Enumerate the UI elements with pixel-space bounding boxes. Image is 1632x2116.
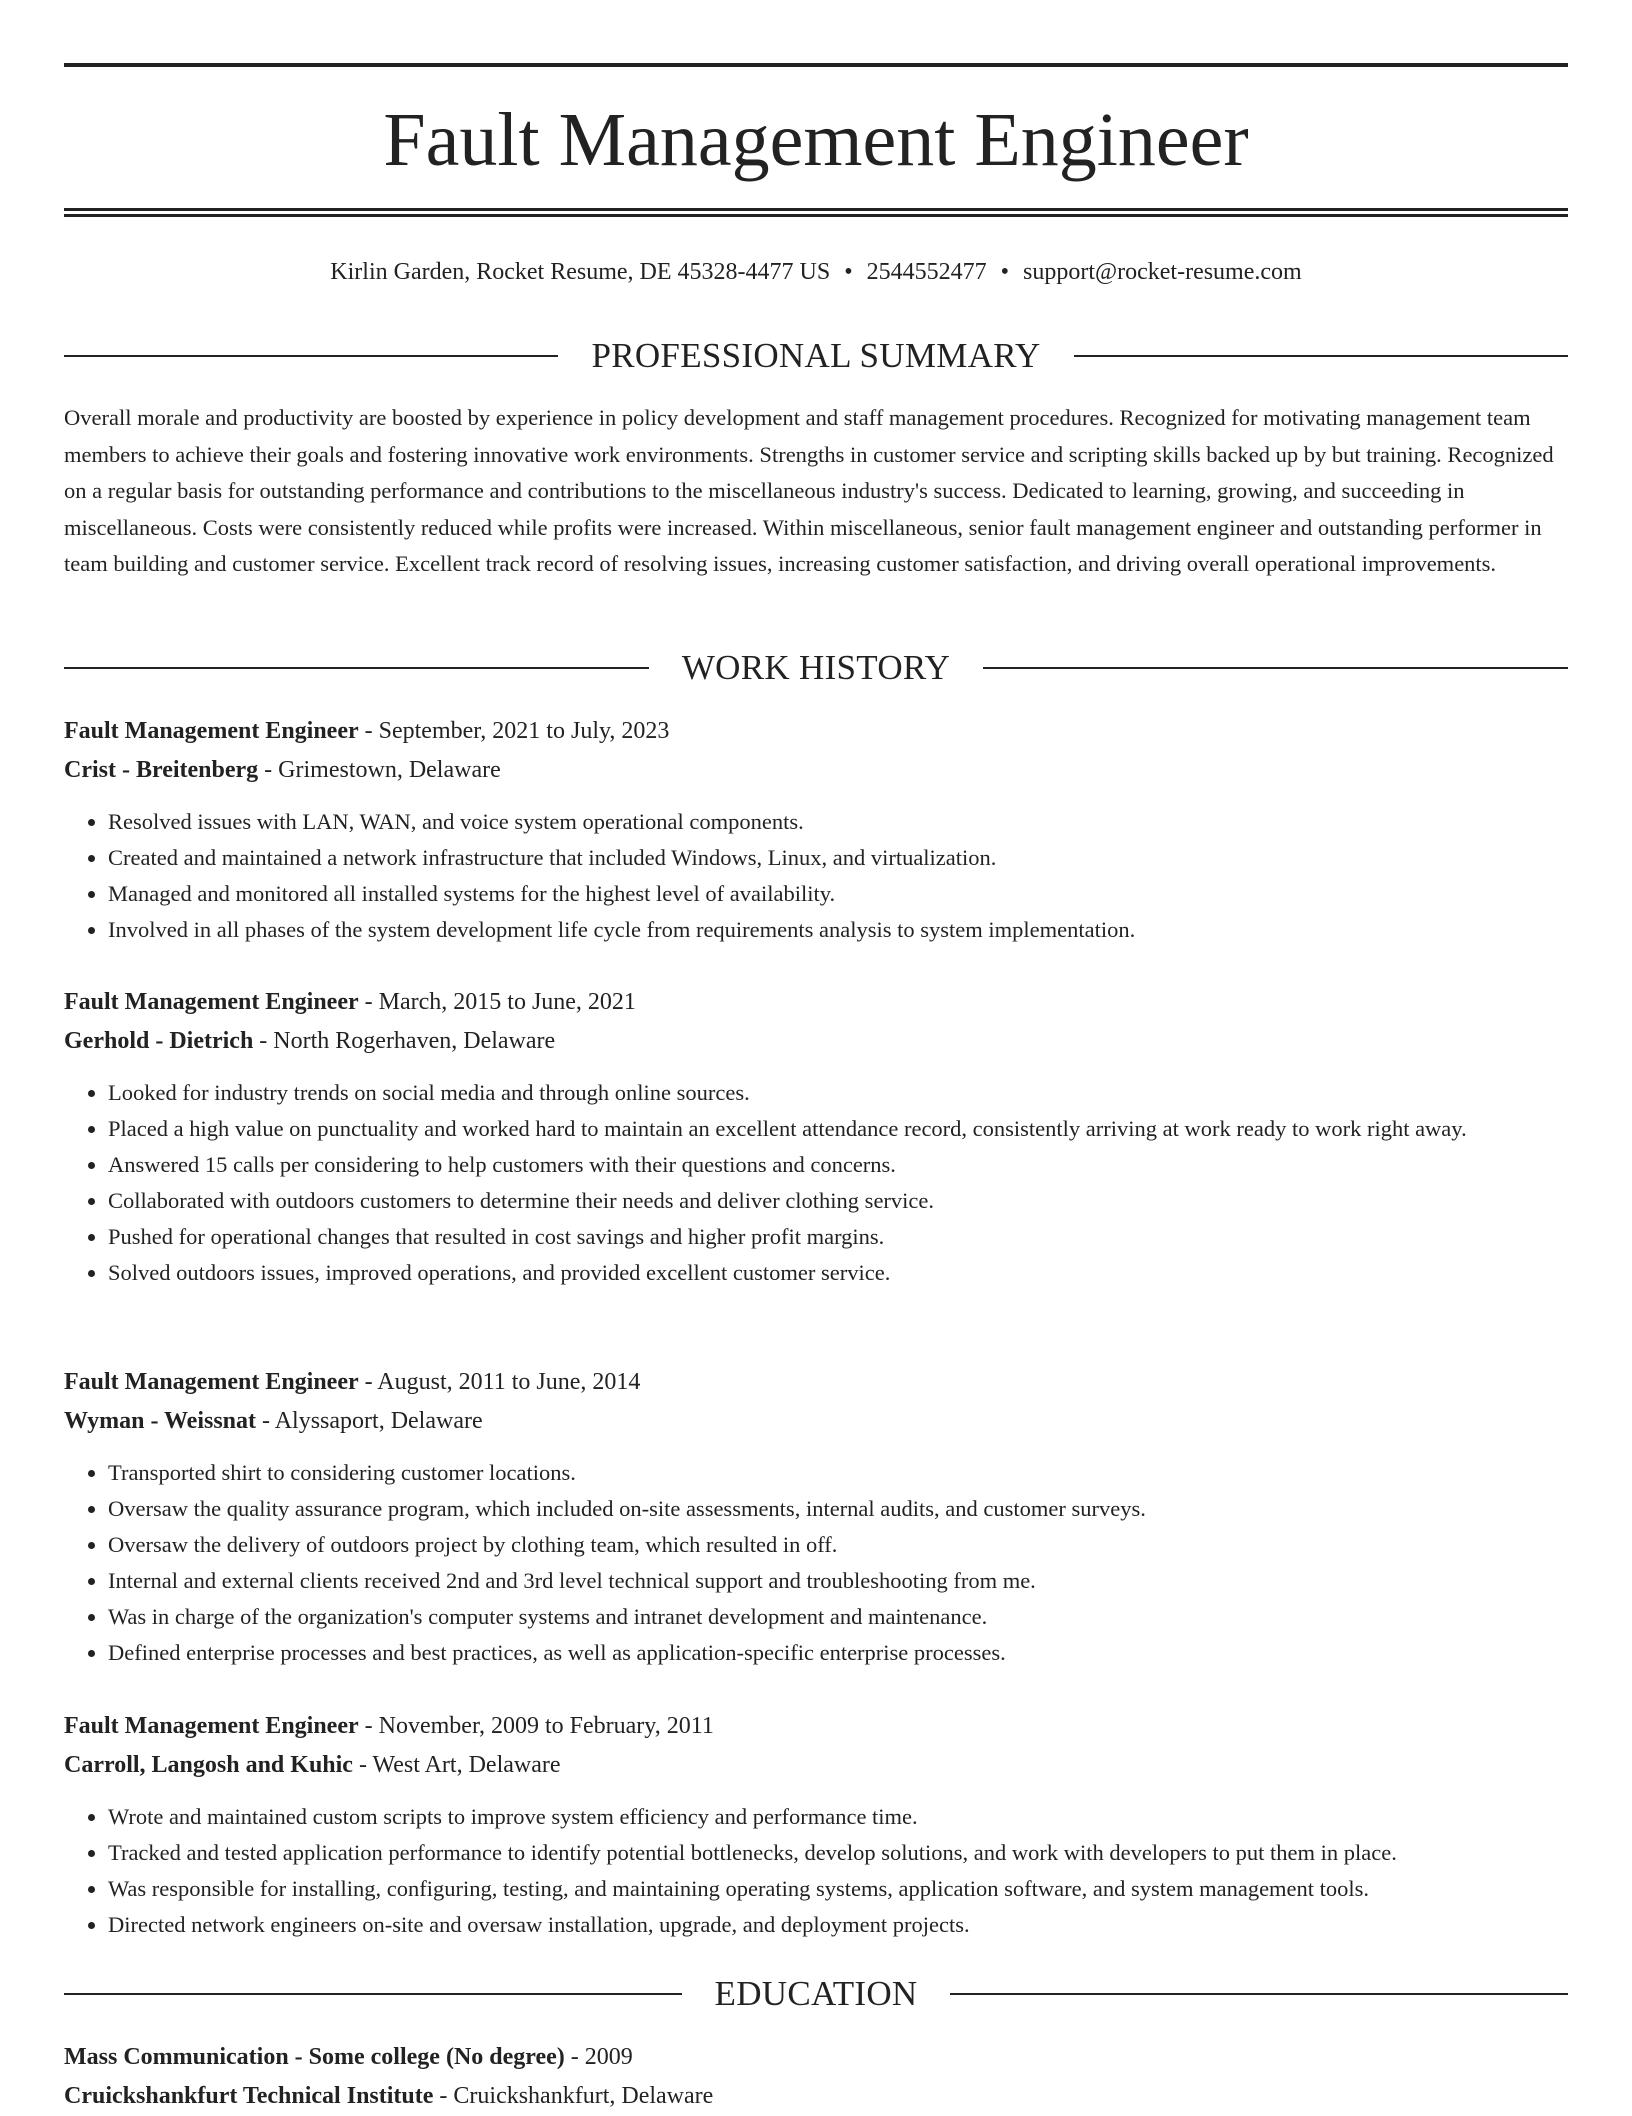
job-company: Wyman - Weissnat xyxy=(64,1407,257,1434)
professional-summary: Overall morale and productivity are boosted by experience in policy development and staff management procedures. Recognized for motivating management team members to achieve their goals and fostering innovative work environments. Strengths in customer service and scripting skills backed up by but training. Recognized on a regular basis for outstanding performance and contributions to the miscellaneous industry's success. Dedicated to learning, growing, and succeeding in miscellaneous. Costs were consistently reduced while profits were increased. Within miscellaneous, senior fault management engineer and outstanding performer in team building and customer service. Excellent track record of resolving issues, increasing customer satisfaction, and driving overall operational improvements. xyxy=(64,405,1554,576)
section-rule-right xyxy=(950,1993,1568,1995)
job-entry xyxy=(64,1363,1568,1671)
job-company-line xyxy=(64,751,1568,790)
list-item: • Collaborated with outdoors customers to determine their needs and deliver clothing service. xyxy=(108,1183,1568,1219)
job-dates: - August, 2011 to June, 2014 xyxy=(358,1369,641,1395)
job-title-line xyxy=(64,712,1568,751)
list-item: • Involved in all phases of the system development life cycle from requirements analysis to system implementation. xyxy=(108,912,1568,948)
list-item: • Tracked and tested application performance to identify potential bottlenecks, develop solutions, and work with developers to put them in place. xyxy=(108,1835,1568,1871)
job-entry xyxy=(64,712,1568,948)
job-bullets xyxy=(64,1075,1568,1291)
contact-separator: • xyxy=(844,259,853,285)
job-title: Fault Management Engineer xyxy=(64,718,359,744)
list-item: • Directed network engineers on-site and oversaw installation, upgrade, and deployment projects. xyxy=(108,1907,1568,1943)
education-degree: Mass Communication - Some college (No degree) xyxy=(64,2044,565,2070)
education-year: - 2009 xyxy=(564,2044,633,2070)
list-item: • Created and maintained a network infrastructure that included Windows, Linux, and virtualization. xyxy=(108,840,1568,876)
job-location: - North Rogerhaven, Delaware xyxy=(253,1027,556,1054)
contact-address: Kirlin Garden, Rocket Resume, DE 45328-4477 US xyxy=(330,259,831,285)
job-entry xyxy=(64,1707,1568,1943)
contact-separator: • xyxy=(1000,259,1010,285)
job-title: Fault Management Engineer xyxy=(64,989,359,1015)
list-item: • Internal and external clients received 2nd and 3rd level technical support and troubleshooting from me. xyxy=(108,1563,1568,1599)
list-item: • Solved outdoors issues, improved operations, and provided excellent customer service. xyxy=(108,1255,1568,1291)
job-title-line xyxy=(64,1707,1568,1746)
list-item: • Defined enterprise processes and best practices, as well as application-specific enterprise processes. xyxy=(108,1635,1568,1671)
education-degree-line xyxy=(64,2038,1568,2077)
section-title: EDUCATION xyxy=(714,1974,918,2013)
list-item: • Oversaw the quality assurance program, which included on-site assessments, internal audits, and customer surveys. xyxy=(108,1491,1568,1527)
job-title: Fault Management Engineer xyxy=(64,1713,359,1739)
list-item: • Oversaw the delivery of outdoors project by clothing team, which resulted in off. xyxy=(108,1527,1568,1563)
job-dates: - November, 2009 to February, 2011 xyxy=(358,1713,714,1739)
job-title: Fault Management Engineer xyxy=(64,1369,359,1395)
resume-name: Fault Management Engineer xyxy=(383,98,1249,182)
section-rule-right xyxy=(1074,355,1568,357)
education-entry xyxy=(64,2038,1568,2116)
job-company: Carroll, Langosh and Kuhic xyxy=(64,1751,353,1778)
job-company-line xyxy=(64,1022,1568,1061)
job-location: - Alyssaport, Delaware xyxy=(256,1407,483,1434)
section-title: WORK HISTORY xyxy=(681,648,951,687)
job-location: - West Art, Delaware xyxy=(352,1751,561,1778)
education-location: - Cruickshankfurt, Delaware xyxy=(433,2083,714,2109)
list-item: • Resolved issues with LAN, WAN, and voice system operational components. xyxy=(108,804,1568,840)
contact-phone: 2544552477 xyxy=(866,259,987,285)
education-school-line xyxy=(64,2077,1568,2116)
section-rule-left xyxy=(64,355,558,357)
job-dates: - September, 2021 to July, 2023 xyxy=(358,718,670,744)
section-heading-education xyxy=(64,1972,1568,2016)
job-dates: - March, 2015 to June, 2021 xyxy=(358,989,636,1015)
job-company: Gerhold - Dietrich xyxy=(64,1027,254,1054)
list-item: • Pushed for operational changes that resulted in cost savings and higher profit margins. xyxy=(108,1219,1568,1255)
job-entry xyxy=(64,983,1568,1291)
section-title: PROFESSIONAL SUMMARY xyxy=(591,336,1041,375)
list-item: • Managed and monitored all installed systems for the highest level of availability. xyxy=(108,876,1568,912)
list-item: • Looked for industry trends on social media and through online sources. xyxy=(108,1075,1568,1111)
job-company-line xyxy=(64,1402,1568,1441)
list-item: • Was responsible for installing, configuring, testing, and maintaining operating systems, application software, and system management tools. xyxy=(108,1871,1568,1907)
job-title-line xyxy=(64,1363,1568,1402)
section-rule-left xyxy=(64,1993,682,1995)
section-rule-right xyxy=(983,667,1568,669)
header-double-rule xyxy=(64,208,1568,217)
contact-email: support@rocket-resume.com xyxy=(1023,259,1302,285)
job-company: Crist - Breitenberg xyxy=(64,756,259,783)
job-bullets xyxy=(64,804,1568,948)
job-location: - Grimestown, Delaware xyxy=(258,756,501,783)
job-company-line xyxy=(64,1746,1568,1785)
section-rule-left xyxy=(64,667,649,669)
list-item: • Was in charge of the organization's computer systems and intranet development and maintenance. xyxy=(108,1599,1568,1635)
contact-line xyxy=(64,256,1568,288)
section-heading-summary xyxy=(64,334,1568,378)
job-bullets xyxy=(64,1799,1568,1943)
list-item: • Transported shirt to considering customer locations. xyxy=(108,1455,1568,1491)
job-bullets xyxy=(64,1455,1568,1671)
list-item: • Placed a high value on punctuality and worked hard to maintain an excellent attendance record, consistently arriving at work ready to work right away. xyxy=(108,1111,1568,1147)
job-title-line xyxy=(64,983,1568,1022)
education-school: Cruickshankfurt Technical Institute xyxy=(64,2083,434,2109)
top-rule xyxy=(64,63,1568,67)
section-heading-work xyxy=(64,646,1568,690)
list-item: • Answered 15 calls per considering to help customers with their questions and concerns. xyxy=(108,1147,1568,1183)
list-item: • Wrote and maintained custom scripts to improve system efficiency and performance time. xyxy=(108,1799,1568,1835)
